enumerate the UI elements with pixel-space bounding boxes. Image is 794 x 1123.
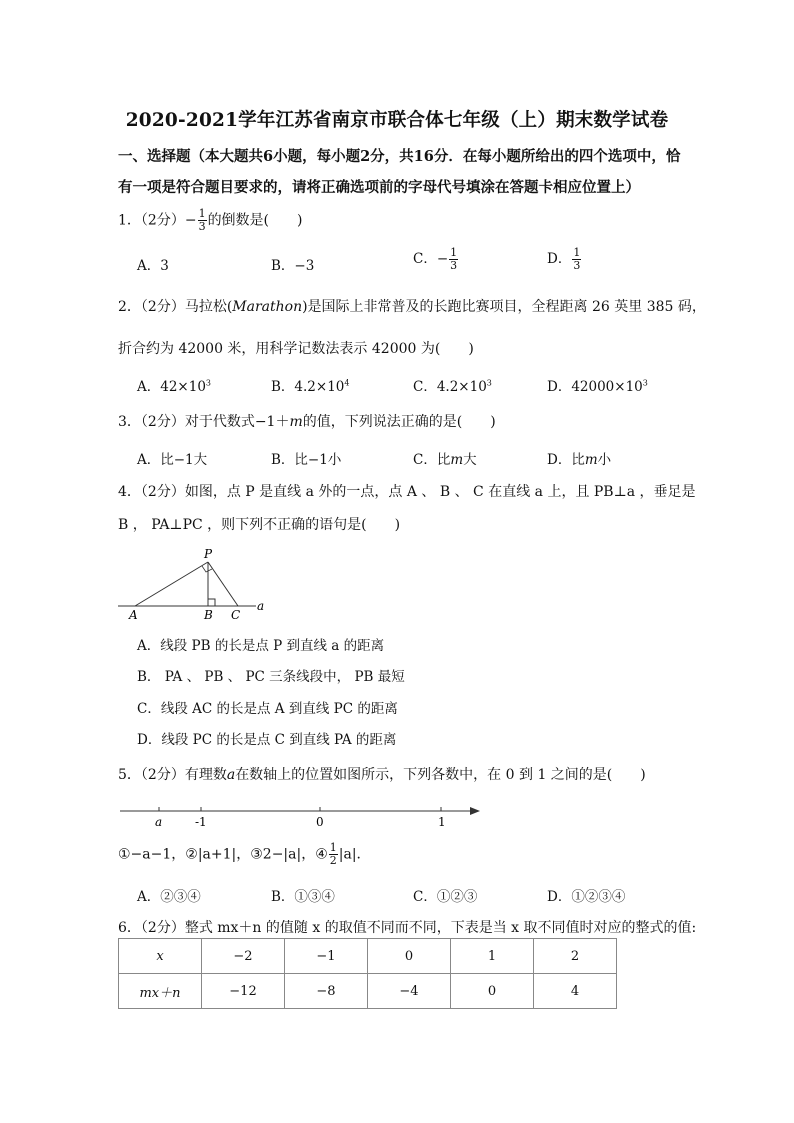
- q1-option-d[interactable]: D． $\frac{1}{3}$: [547, 246, 581, 272]
- table-cell: −1: [285, 939, 368, 974]
- q3-option-c[interactable]: C．比m大: [413, 452, 477, 468]
- table-cell: −2: [202, 939, 285, 974]
- q1-option-a[interactable]: A．3: [137, 258, 169, 274]
- table-cell: −8: [285, 974, 368, 1009]
- table-cell: 2: [534, 939, 617, 974]
- q5-option-a[interactable]: A．②③④: [137, 889, 201, 905]
- axis-arrow: [470, 807, 480, 815]
- axis-label-1: 1: [438, 815, 446, 829]
- q1-prefix: 1．（2分）: [118, 212, 185, 229]
- label-a: A: [129, 608, 138, 622]
- question-2-stem-line2: 折合约为 42000 米，用科学记数法表示 42000 为( ): [118, 341, 474, 357]
- q5-number-line: [118, 800, 484, 834]
- table-cell: 0: [368, 939, 451, 974]
- q2-option-c[interactable]: C．$4.2\times 10^3$: [413, 378, 492, 395]
- label-b: B: [204, 608, 213, 622]
- q1-option-c[interactable]: C．− $\frac{1}{3}$: [413, 246, 458, 272]
- q4-option-c[interactable]: C．线段 AC 的长是点 A 到直线 PC 的距离: [137, 701, 398, 717]
- q4-option-a[interactable]: A．线段 PB 的长是点 P 到直线 a 的距离: [137, 638, 385, 654]
- q2-option-b[interactable]: B．$4.2\times 10^4$: [271, 378, 350, 395]
- table-row: [119, 939, 617, 974]
- question-2-stem-line1: 2．（2分）马拉松(Marathon)是国际上非常普及的长跑比赛项目，全程距离 26 英里 385 码，: [118, 299, 706, 315]
- table-cell: −12: [202, 974, 285, 1009]
- question-4-stem-line2: B ， PA⊥PC ，则下列不正确的语句是( ): [118, 517, 401, 533]
- q1-fraction: $\frac{1}{3}$: [198, 207, 206, 233]
- table-row: [119, 974, 617, 1009]
- q1-suffix: 的倒数是( ): [207, 212, 303, 229]
- right-angle-mark-b: [208, 599, 215, 606]
- q1-option-b[interactable]: B．−3: [271, 258, 315, 274]
- table-cell: mx＋n: [119, 974, 202, 1009]
- table-cell: 4: [534, 974, 617, 1009]
- label-p: P: [204, 547, 213, 561]
- axis-label-a: a: [155, 815, 163, 829]
- page-title: 2020-2021学年江苏省南京市联合体七年级（上）期末数学试卷: [125, 110, 669, 131]
- q5-option-d[interactable]: D．①②③④: [547, 889, 626, 905]
- q5-expressions: ①−a−1，②|a+1|，③2−|a|，④ $\frac{1}{2}$ |a|．: [118, 841, 371, 867]
- q4-option-b[interactable]: B． PA 、 PB 、 PC 三条线段中， PB 最短: [137, 669, 405, 685]
- right-angle-mark-p: [202, 566, 212, 572]
- q6-value-table: [118, 938, 617, 1009]
- label-c: C: [231, 608, 241, 622]
- axis-label-0: 0: [316, 815, 324, 829]
- q1-minus: −: [184, 212, 197, 229]
- question-6-stem: 6．（2分）整式 mx＋n 的值随 x 的取值不同而不同，下表是当 x 取不同值时对应的整式的值:: [118, 920, 697, 936]
- q3-option-b[interactable]: B．比−1小: [271, 452, 342, 468]
- section-instructions-line1: 一、选择题（本大题共6小题，每小题2分，共16分．在每小题所给出的四个选项中，恰: [118, 148, 681, 165]
- table-cell: −4: [368, 974, 451, 1009]
- q4-option-d[interactable]: D．线段 PC 的长是点 C 到直线 PA 的距离: [137, 732, 397, 748]
- table-cell: 1: [451, 939, 534, 974]
- q2-option-a[interactable]: A．$42\times 10^3$: [137, 378, 212, 395]
- q5-option-c[interactable]: C．①②③: [413, 889, 478, 905]
- question-3-stem: 3．（2分）对于代数式−1＋m的值，下列说法正确的是( ): [118, 414, 496, 430]
- axis-label-minus-1: -1: [195, 815, 207, 829]
- section-instructions-line2: 有一项是符合题目要求的，请将正确选项前的字母代号填涂在答题卡相应位置上）: [118, 179, 640, 196]
- table-cell: x: [119, 939, 202, 974]
- table-cell: 0: [451, 974, 534, 1009]
- q3-option-a[interactable]: A．比−1大: [137, 452, 208, 468]
- q2-option-d[interactable]: D．$42000\times 10^3$: [547, 378, 648, 395]
- q5-option-b[interactable]: B．①③④: [271, 889, 335, 905]
- q4-geometry-figure: [118, 546, 278, 624]
- q3-option-d[interactable]: D．比m小: [547, 452, 612, 468]
- question-1-stem: [118, 208, 303, 233]
- label-line-a: a: [257, 599, 265, 613]
- segment-pa: [135, 562, 208, 606]
- question-4-stem-line1: 4．（2分）如图，点 P 是直线 a 外的一点，点 A 、 B 、 C 在直线 a 上，且 PB⊥a ，垂足是: [118, 484, 696, 500]
- question-5-stem: 5．（2分）有理数a在数轴上的位置如图所示，下列各数中，在 0 到 1 之间的是( ): [118, 767, 646, 783]
